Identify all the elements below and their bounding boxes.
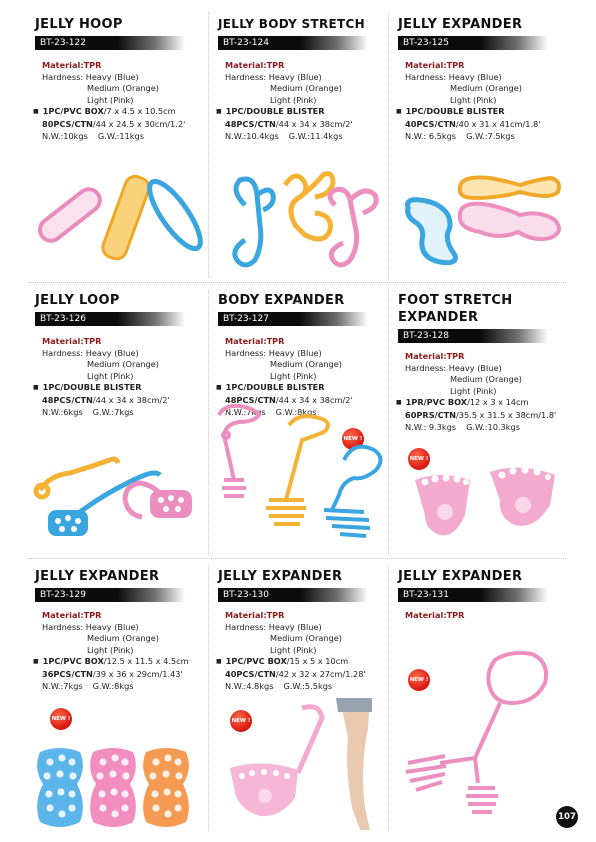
- hardness-heavy: Hardness: Heavy (Blue): [225, 347, 322, 358]
- carton-dims: /44 x 34 x 38cm/2': [275, 118, 353, 129]
- grip-hole: [46, 758, 53, 765]
- product-code: BT-23-129: [35, 588, 185, 602]
- jelly-expander-125-image: [400, 170, 570, 270]
- hardness-light: Light (Pink): [87, 94, 134, 105]
- product-code: BT-23-122: [35, 36, 185, 50]
- hardness-light: Light (Pink): [87, 644, 134, 655]
- packing-dims: /15 x 5 x 10cm: [286, 656, 349, 667]
- grip-hole: [175, 772, 182, 779]
- hardness-medium: Medium (Orange): [270, 359, 342, 370]
- packing-dims: /12.5 x 11.5 x 4.5cm: [103, 656, 189, 667]
- product-specs: [225, 60, 353, 142]
- carton-bold: 80PCS/CTN: [42, 118, 93, 129]
- carton-bold: 48PCS/CTN: [42, 394, 93, 405]
- grip-hole: [162, 770, 169, 777]
- new-badge: NEW !: [342, 428, 364, 450]
- carton-dims: /44 x 34 x 38cm/2': [92, 394, 170, 405]
- gross-weight: G.W.:8kgs: [275, 406, 317, 417]
- hardness-light: Light (Pink): [270, 94, 317, 105]
- blue-figure8: [408, 200, 456, 263]
- net-weight: N.W.:10kgs: [42, 130, 88, 141]
- pink-hoop: [36, 185, 105, 245]
- product-code: BT-23-131: [398, 588, 548, 602]
- packing-line: [405, 106, 541, 119]
- product-code: BT-23-127: [218, 312, 368, 326]
- net-weight: N.W.:6kgs: [42, 406, 83, 417]
- product-title: JELLY EXPANDER: [35, 569, 160, 584]
- carton-dims: /40 x 31 x 41cm/1.8': [455, 118, 541, 129]
- carton-bold: 40PCS/CTN: [405, 118, 456, 129]
- new-badge: NEW !: [408, 669, 430, 691]
- jelly-expander-130-image: [220, 698, 388, 833]
- jelly-expander-131-image: [400, 648, 560, 828]
- gross-weight: G.W.:10.3kgs: [466, 421, 520, 432]
- pink-figure8: [460, 204, 559, 239]
- carton-line: [225, 669, 366, 681]
- grip-hole: [152, 804, 159, 811]
- net-weight: N.W.:4.8kgs: [225, 680, 274, 691]
- hardness-heavy: Hardness: Heavy (Blue): [405, 71, 502, 82]
- product-title-line2: EXPANDER: [398, 310, 479, 325]
- pink-foot-left: [415, 475, 470, 536]
- column-divider: [208, 12, 209, 277]
- product-title: BODY EXPANDER: [218, 293, 345, 308]
- new-badge: NEW !: [230, 710, 252, 732]
- blue-body-expander: [324, 447, 381, 536]
- grip-hole: [121, 758, 128, 765]
- product-title: JELLY BODY STRETCH: [218, 17, 365, 31]
- hardness-heavy: Hardness: Heavy (Blue): [42, 347, 139, 358]
- product-specs: [405, 610, 464, 622]
- packing-dims: /7 x 4.5 x 10.5cm: [103, 106, 176, 117]
- gross-weight: G.W.:5.5kgs: [283, 680, 333, 691]
- column-divider: [208, 566, 209, 831]
- product-specs: [405, 60, 541, 142]
- net-weight: N.W.:10.4kgs: [225, 130, 279, 141]
- product-code: BT-23-126: [35, 312, 185, 326]
- jelly-hoop-image: [30, 165, 205, 275]
- carton-bold: 60PRS/CTN: [405, 409, 457, 420]
- hardness-medium: Medium (Orange): [270, 633, 342, 644]
- weight-line: [405, 131, 541, 143]
- packing-line: [405, 397, 556, 410]
- net-weight: N.W.: 6.5kgs: [405, 130, 457, 141]
- hardness-heavy: Hardness: Heavy (Blue): [42, 621, 139, 632]
- jelly-loop-image: [30, 455, 205, 550]
- hardness-heavy: Hardness: Heavy (Blue): [225, 621, 322, 632]
- pink-stretch: [330, 189, 376, 265]
- packing-bold: ■ 1PC/DOUBLE BLISTER: [405, 106, 505, 116]
- column-divider: [388, 566, 389, 831]
- product-code: BT-23-124: [218, 36, 368, 50]
- packing-bold: ■ 1PC/DOUBLE BLISTER: [42, 382, 142, 392]
- body-stretch-image: [215, 165, 390, 275]
- carton-dims: /35.5 x 31.5 x 38cm/1.8': [456, 409, 557, 420]
- hardness-heavy: Hardness: Heavy (Blue): [42, 71, 139, 82]
- product-specs: [42, 610, 189, 692]
- row-divider: [28, 558, 566, 559]
- carton-line: [42, 669, 189, 681]
- grip-hole: [174, 790, 181, 797]
- grip-hole: [45, 790, 52, 797]
- hardness-light: Light (Pink): [87, 370, 134, 381]
- orange-figure8: [460, 177, 559, 198]
- material-label: Material:TPR: [225, 610, 285, 620]
- grip-hole: [152, 758, 159, 765]
- carton-line: [405, 119, 541, 131]
- pink-foot-strap: [230, 707, 322, 816]
- hardness-heavy: Hardness: Heavy (Blue): [225, 71, 322, 82]
- hardness-medium: Medium (Orange): [450, 374, 522, 385]
- grip-hole: [58, 810, 65, 817]
- orange-loop: [36, 459, 118, 497]
- material-label: Material:TPR: [42, 60, 102, 70]
- product-code: BT-23-128: [398, 329, 548, 343]
- material-label: Material:TPR: [42, 336, 102, 346]
- pink-foot-right: [490, 467, 555, 526]
- jelly-expander-129-image: [35, 744, 205, 834]
- gross-weight: G.W.:11kgs: [97, 130, 144, 141]
- column-divider: [208, 290, 209, 555]
- grip-hole: [68, 790, 75, 797]
- packing-bold: ■ 1PR/PVC BOX: [405, 397, 467, 407]
- carton-dims: /44 x 34 x 38cm/2': [275, 394, 353, 405]
- product-specs: [225, 610, 366, 692]
- carton-line: [405, 410, 556, 422]
- gross-weight: G.W.:7.5kgs: [466, 130, 515, 141]
- carton-bold: 40PCS/CTN: [225, 668, 276, 679]
- net-weight: N.W.:7kgs: [225, 406, 266, 417]
- hardness-medium: Medium (Orange): [87, 83, 159, 94]
- orange-body-expander: [266, 416, 328, 524]
- hardness-light: Light (Pink): [450, 94, 497, 105]
- grip-hole: [56, 770, 63, 777]
- grip-hole: [121, 790, 128, 797]
- carton-bold: 48PCS/CTN: [225, 118, 276, 129]
- product-specs: [42, 60, 185, 142]
- foot-stretch-image: [410, 460, 570, 550]
- hardness-medium: Medium (Orange): [270, 83, 342, 94]
- gross-weight: G.W.:7kgs: [92, 406, 134, 417]
- carton-dims: /42 x 32 x 27cm/1.28': [275, 668, 366, 679]
- grip-hole: [174, 758, 181, 765]
- grip-hole: [151, 790, 158, 797]
- packing-bold: ■ 1PC/DOUBLE BLISTER: [225, 106, 325, 116]
- product-specs: [42, 336, 170, 418]
- grip-hole: [111, 754, 118, 761]
- material-label: Material:TPR: [405, 60, 465, 70]
- grip-hole: [58, 754, 65, 761]
- leg-photo: [336, 698, 372, 830]
- weight-line: [405, 422, 556, 434]
- grip-hole: [43, 772, 50, 779]
- product-title: JELLY LOOP: [35, 293, 120, 308]
- blue-hoop: [141, 175, 208, 255]
- packing-bold: ■ 1PC/PVC BOX: [42, 106, 104, 116]
- grip-hole: [149, 772, 156, 779]
- body-expander-image: [214, 400, 389, 550]
- pink-body-expander: [219, 406, 259, 496]
- weight-line: [42, 131, 185, 143]
- product-specs: [405, 351, 556, 433]
- product-title: JELLY HOOP: [35, 17, 123, 32]
- orange-hoop: [100, 174, 152, 262]
- grip-hole: [96, 772, 103, 779]
- material-label: Material:TPR: [225, 336, 285, 346]
- grip-hole: [68, 758, 75, 765]
- packing-line: [225, 382, 353, 395]
- product-title: FOOT STRETCH: [398, 293, 513, 308]
- grip-hole: [122, 772, 129, 779]
- weight-line: [225, 131, 353, 143]
- hardness-medium: Medium (Orange): [87, 359, 159, 370]
- product-title: JELLY EXPANDER: [398, 569, 523, 584]
- grip-hole: [98, 790, 105, 797]
- carton-dims: /39 x 36 x 29cm/1.43': [92, 668, 183, 679]
- row-divider: [28, 282, 566, 283]
- net-weight: N.W.:7kgs: [42, 680, 83, 691]
- carton-line: [42, 119, 185, 131]
- material-label: Material:TPR: [405, 610, 465, 620]
- grip-hole: [99, 758, 106, 765]
- grip-hole: [121, 804, 128, 811]
- packing-bold: ■ 1PC/DOUBLE BLISTER: [225, 382, 325, 392]
- hardness-light: Light (Pink): [270, 644, 317, 655]
- pink-loop: [125, 483, 192, 518]
- grip-hole: [164, 810, 171, 817]
- grip-hole: [110, 788, 117, 795]
- material-label: Material:TPR: [405, 351, 465, 361]
- new-badge: NEW !: [50, 708, 72, 730]
- hardness-medium: Medium (Orange): [87, 633, 159, 644]
- grip-hole: [163, 788, 170, 795]
- packing-line: [42, 106, 185, 119]
- grip-hole: [174, 804, 181, 811]
- new-badge: NEW !: [408, 448, 430, 470]
- grip-hole: [99, 804, 106, 811]
- product-code: BT-23-125: [398, 36, 548, 50]
- gross-weight: G.W.:8kgs: [92, 680, 134, 691]
- packing-line: [225, 656, 366, 669]
- packing-line: [225, 106, 353, 119]
- pink-tri-expander: [406, 653, 546, 812]
- grip-hole: [109, 770, 116, 777]
- grip-hole: [68, 804, 75, 811]
- carton-bold: 48PCS/CTN: [225, 394, 276, 405]
- grip-hole: [46, 804, 53, 811]
- product-title: JELLY EXPANDER: [398, 17, 523, 32]
- packing-bold: ■ 1PC/PVC BOX: [42, 656, 104, 666]
- gross-weight: G.W.:11.4kgs: [288, 130, 343, 141]
- packing-line: [42, 382, 170, 395]
- packing-bold: ■ 1PC/PVC BOX: [225, 656, 287, 666]
- carton-line: [42, 395, 170, 407]
- carton-bold: 36PCS/CTN: [42, 668, 93, 679]
- net-weight: N.W.: 9.3kgs: [405, 421, 457, 432]
- product-title: JELLY EXPANDER: [218, 569, 343, 584]
- hardness-medium: Medium (Orange): [450, 83, 522, 94]
- carton-line: [225, 119, 353, 131]
- page-number: 107: [556, 806, 578, 828]
- weight-line: [42, 407, 170, 419]
- blue-stretch: [235, 179, 274, 265]
- grip-hole: [164, 754, 171, 761]
- grip-hole: [111, 810, 118, 817]
- carton-dims: /44 x 24.5 x 30cm/1.2': [92, 118, 186, 129]
- grip-hole: [57, 788, 64, 795]
- hardness-light: Light (Pink): [450, 385, 497, 396]
- packing-line: [42, 656, 189, 669]
- hardness-light: Light (Pink): [270, 370, 317, 381]
- packing-dims: /12 x 3 x 14cm: [467, 397, 529, 408]
- material-label: Material:TPR: [225, 60, 285, 70]
- material-label: Material:TPR: [42, 610, 102, 620]
- weight-line: [225, 681, 366, 693]
- grip-hole: [69, 772, 76, 779]
- weight-line: [42, 681, 189, 693]
- orange-stretch: [285, 174, 333, 239]
- product-code: BT-23-130: [218, 588, 368, 602]
- hardness-heavy: Hardness: Heavy (Blue): [405, 362, 502, 373]
